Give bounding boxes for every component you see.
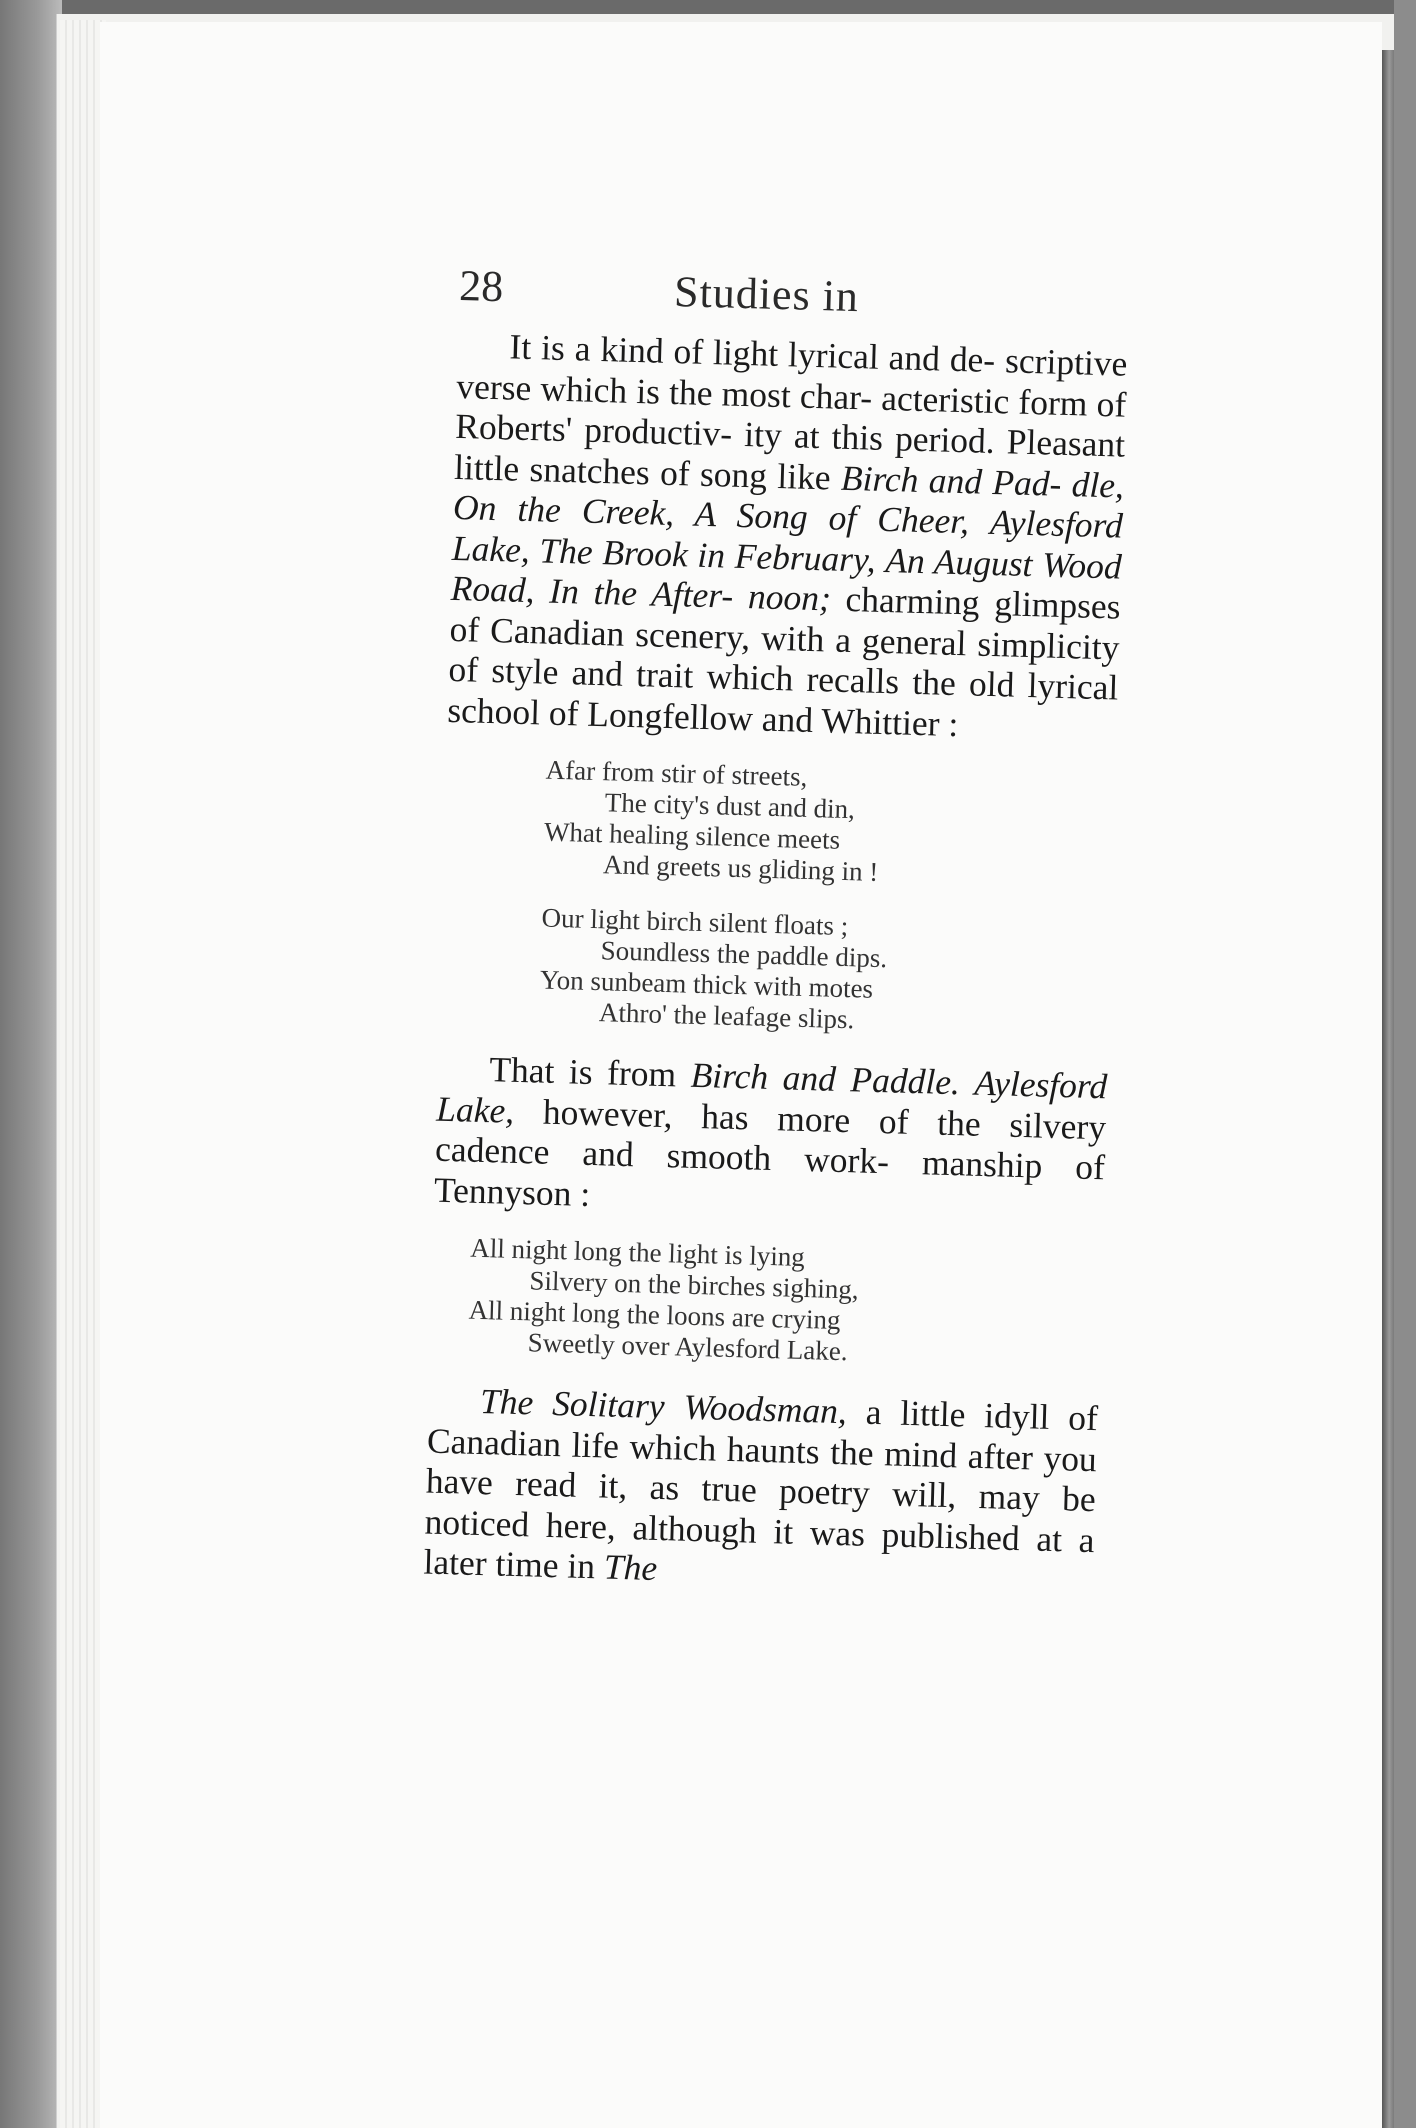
verse-line: Our light birch silent floats ;: [541, 902, 849, 942]
paragraph-3: The Solitary Woodsman, a little idyll of Canadian life which haunts the mind after you have read it, as true poetry will, may be noticed here, although it was published at a later time in The: [423, 1381, 1099, 1589]
book-spine-shadow: [0, 0, 62, 2128]
page-text: [423, 260, 1130, 1601]
verse-line: Athro' the leafage slips.: [598, 997, 855, 1035]
stanza: [539, 903, 1112, 1043]
verse-line: And greets us gliding in !: [602, 849, 879, 887]
verse-line: Soundless the paddle dips.: [600, 935, 888, 974]
verse-line: Afar from stir of streets,: [545, 754, 808, 792]
stanza: [543, 755, 1116, 895]
verse-line: All night long the light is lying: [470, 1232, 806, 1273]
scan-background-right: [1394, 0, 1416, 2128]
verse-line: The city's dust and din,: [604, 787, 856, 825]
stanza: [467, 1233, 1102, 1375]
verse-quote-2: [467, 1233, 1102, 1375]
verse-line: Sweetly over Aylesford Lake.: [527, 1327, 849, 1367]
running-title: Studies in: [673, 267, 860, 322]
facing-page-edge: [1382, 50, 1394, 2128]
verse-line: Silvery on the birches sighing,: [529, 1265, 860, 1305]
page-number: 28: [458, 260, 504, 312]
paragraph-2: That is from Birch and Paddle. Aylesford Lake, however, has more of the silvery cadence and smooth work- manship of Tennyson :: [433, 1049, 1108, 1214]
verse-line: Yon sunbeam thick with motes: [539, 964, 874, 1004]
verse-line: What healing silence meets: [543, 816, 841, 855]
paragraph-1: It is a kind of light lyrical and de- scriptive verse which is the most char- acteristic form of Roberts' productiv- ity at this period. Pleasant little snatches of song like Birch and Pad- dle, On the Creek, A Song of Cheer, Aylesford Lake, The Brook in February, An August Wood Road, In the After- noon; charming glimpses of Canadian scenery, with a general simplicity of style and trait which recalls the old lyrical school of Longfellow and Whittier :: [446, 326, 1128, 744]
verse-line: All night long the loons are crying: [468, 1294, 841, 1336]
verse-quote-1: [539, 755, 1116, 1043]
